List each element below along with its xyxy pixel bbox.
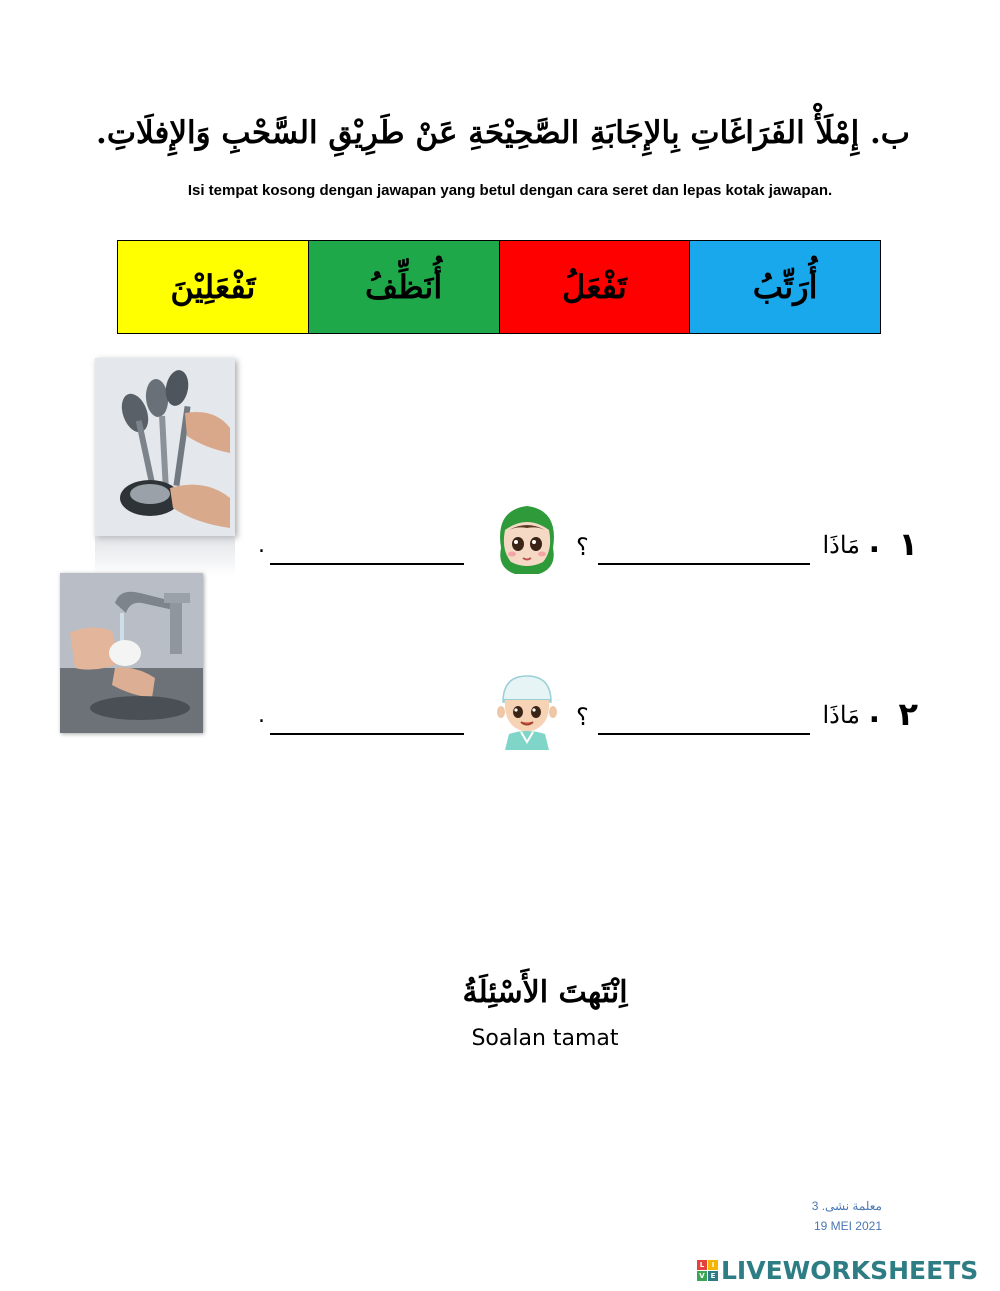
spoons-photo xyxy=(95,358,235,536)
sentence-end: . xyxy=(258,703,265,728)
answer-box-urattibu[interactable]: أُرَتِّبُ xyxy=(690,241,880,333)
question-mark: ؟ xyxy=(576,703,589,731)
badge-letter-v: V xyxy=(697,1271,707,1281)
answer-box-unazzifu[interactable]: أُنَظِّفُ xyxy=(309,241,500,333)
washing-cup-photo xyxy=(60,573,203,733)
question-dot: . xyxy=(868,695,880,730)
drop-blank-1a[interactable] xyxy=(598,533,810,565)
answer-box-taf-alu[interactable]: تَفْعَلُ xyxy=(500,241,691,333)
question-word: مَاذَا xyxy=(822,531,860,559)
worksheet-instruction: Isi tempat kosong dengan jawapan yang betul dengan cara seret dan lepas kotak jawapan. xyxy=(187,182,833,199)
drop-blank-2b[interactable] xyxy=(270,703,464,735)
badge-letter-e: E xyxy=(708,1271,718,1281)
sentence-end: . xyxy=(258,533,265,558)
badge-letter-i: I xyxy=(708,1260,718,1270)
footer-note xyxy=(812,1196,882,1236)
question-word: مَاذَا xyxy=(822,701,860,729)
drop-blank-2a[interactable] xyxy=(598,703,810,735)
spoons-photo-reflection xyxy=(95,536,235,576)
question-number: ٢ xyxy=(898,695,918,733)
hijab-girl-avatar xyxy=(487,500,567,580)
question-number: ١ xyxy=(898,525,918,563)
question-1 xyxy=(250,515,930,575)
answer-box-taf-alina[interactable]: تَفْعَلِيْنَ xyxy=(118,241,309,333)
ending-arabic: اِنْتَهتَ الأَسْئِلَةُ xyxy=(462,975,628,1010)
live-badge-icon xyxy=(697,1260,718,1281)
answer-bank xyxy=(117,240,881,334)
ending-malay: Soalan tamat xyxy=(471,1026,619,1051)
question-2 xyxy=(250,685,930,745)
brand-name: LIVEWORKSHEETS xyxy=(721,1255,979,1285)
boy-cap-avatar xyxy=(487,670,567,750)
footer-date: 19 MEI 2021 xyxy=(813,1219,882,1233)
question-dot: . xyxy=(868,525,880,560)
footer-teacher: 3 .معلمة نشى xyxy=(811,1199,882,1213)
worksheet-title: ب. إِمْلَأْ الفَرَاغَاتِ بِالإِجَابَةِ الصَّحِيْحَةِ عَنْ طَرِيْقِ السَّحْبِ وَالإِفلَاتِ. xyxy=(96,115,910,151)
badge-letter-l: L xyxy=(697,1260,707,1270)
question-mark: ؟ xyxy=(576,533,589,561)
liveworksheets-logo xyxy=(697,1253,978,1287)
drop-blank-1b[interactable] xyxy=(270,533,464,565)
